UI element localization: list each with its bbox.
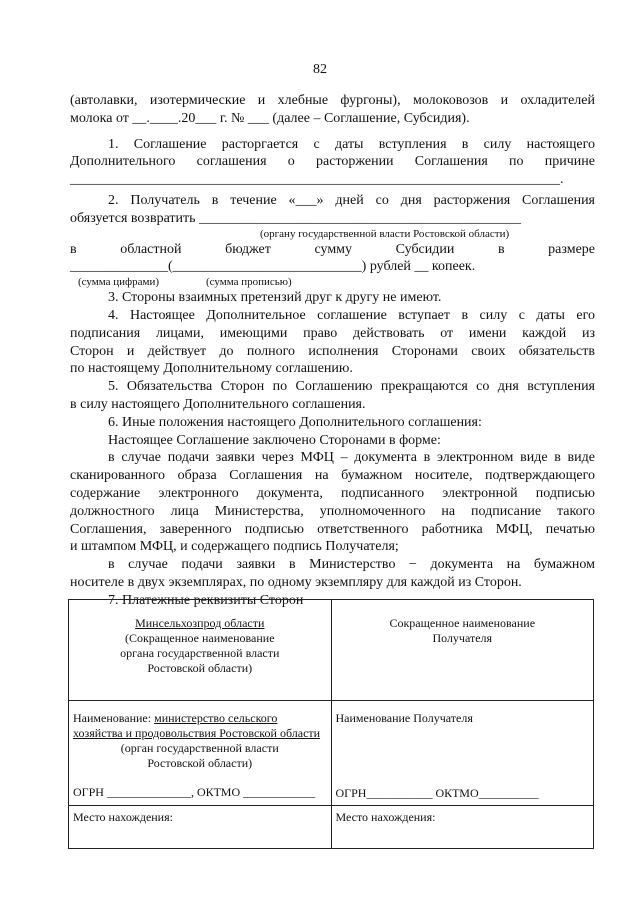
note-sum-row — [70, 276, 595, 289]
payment-details-table — [68, 599, 594, 849]
note-sum-words: (сумма прописью) — [206, 276, 292, 289]
text-line: должностного лица Министерства, уполномоченного на подписание такого — [70, 503, 595, 519]
text-line: в случае подачи заявки в Министерство − документа на бумажном — [108, 557, 595, 573]
ministry-name-cell — [69, 701, 332, 806]
text-line: Сторон и действует до полного исполнения Сторонами своих обязательств — [70, 343, 595, 359]
clause-2: 2. Получатель в течение «___» дней со дня расторжения Соглашения — [108, 192, 595, 208]
recipient-short-name-label: Сокращенное наименование — [389, 616, 536, 630]
text-line: содержание электронного документа, подписанного электронной подписью — [70, 485, 595, 501]
document-body — [70, 92, 595, 610]
name-label: Наименование: — [73, 711, 155, 725]
ministry-full-name: министерство сельского — [154, 711, 278, 725]
ministry-note: Ростовской области) — [147, 661, 253, 675]
recipient-short-name-label: Получателя — [432, 631, 493, 645]
ministry-name-note: (орган государственной власти — [120, 741, 279, 755]
ministry-header-cell — [69, 600, 332, 701]
ministry-location-cell — [69, 806, 332, 849]
ministry-note: органа государственной власти — [120, 646, 280, 660]
recipient-location: Место нахождения: — [335, 810, 436, 824]
text-line: и штампом МФЦ, и содержащего подпись Получателя; — [70, 539, 399, 555]
ministry-full-name: хозяйства и продовольствия Ростовской области — [73, 726, 321, 740]
recipient-header-cell — [331, 600, 594, 701]
text-line: ______________________________________________________________________. — [70, 172, 564, 188]
ministry-note: (Сокращенное наименование — [124, 631, 275, 645]
ministry-short-name: Минсельхозпрод области — [135, 616, 265, 630]
text-line: (автолавки, изотермические и хлебные фургоны), молоковозов и охладителей — [70, 93, 595, 108]
text-line: молока от __.____.20___ г. № ___ (далее – Соглашение, Субсидия). — [70, 110, 470, 126]
recipient-ogrn-oktmo: ОГРН___________ ОКТМО__________ — [335, 786, 539, 800]
text-line: Соглашения, заверенного подписью ответственного работника МФЦ, печатью — [70, 521, 595, 537]
table-row — [69, 600, 594, 701]
table-row — [69, 701, 594, 806]
ministry-ogrn-oktmo: ОГРН ______________, ОКТМО ____________ — [73, 785, 316, 799]
text-line: в областной бюджет сумму Субсидии в размере — [70, 241, 595, 257]
recipient-name: Наименование Получателя — [335, 711, 473, 725]
text-line: Настоящее Соглашение заключено Сторонами в форме: — [108, 432, 441, 448]
text-line: в случае подачи заявки через МФЦ – документа в электронном виде в виде — [108, 450, 595, 466]
note-authority: (органу государственной власти Ростовской области) — [260, 227, 510, 240]
text-line: по настоящему Дополнительному соглашению. — [70, 361, 353, 377]
clause-1: 1. Соглашение расторгается с даты вступления в силу настоящего — [108, 136, 595, 152]
clause-3: 3. Стороны взаимных претензий друг к другу не имеют. — [108, 290, 442, 306]
clause-6: 6. Иные положения настоящего Дополнительного соглашения: — [108, 414, 482, 430]
text-line: в силу настоящего Дополнительного соглашения. — [70, 396, 366, 412]
text-line: носителе в двух экземплярах, по одному экземпляру для каждой из Сторон. — [70, 574, 522, 590]
ministry-name-note: Ростовской области) — [147, 756, 253, 770]
recipient-name-cell — [331, 701, 594, 806]
text-line: подписания лицами, имеющими право действовать от имени каждой из — [70, 325, 595, 341]
table-row — [69, 806, 594, 849]
text-line: ______________(___________________________) рублей __ копеек. — [70, 259, 476, 275]
clause-4: 4. Настоящее Дополнительное соглашение вступает в силу с даты его — [108, 307, 595, 323]
recipient-location-cell — [331, 806, 594, 849]
clause-7: 7. Платежные реквизиты Сторон — [108, 592, 304, 608]
clause-5: 5. Обязательства Сторон по Соглашению прекращаются со дня вступления — [108, 379, 595, 395]
note-sum-figures: (сумма цифрами) — [78, 276, 160, 289]
page-number: 82 — [313, 62, 327, 77]
text-line: обязуется возвратить ______________________________________________ — [70, 210, 522, 226]
ministry-location: Место нахождения: — [73, 810, 173, 824]
text-line: Дополнительного соглашения о расторжении Соглашения по причине — [70, 154, 595, 170]
text-line: сканированного образа Соглашения на бумажном носителе, подтверждающего — [70, 468, 595, 484]
